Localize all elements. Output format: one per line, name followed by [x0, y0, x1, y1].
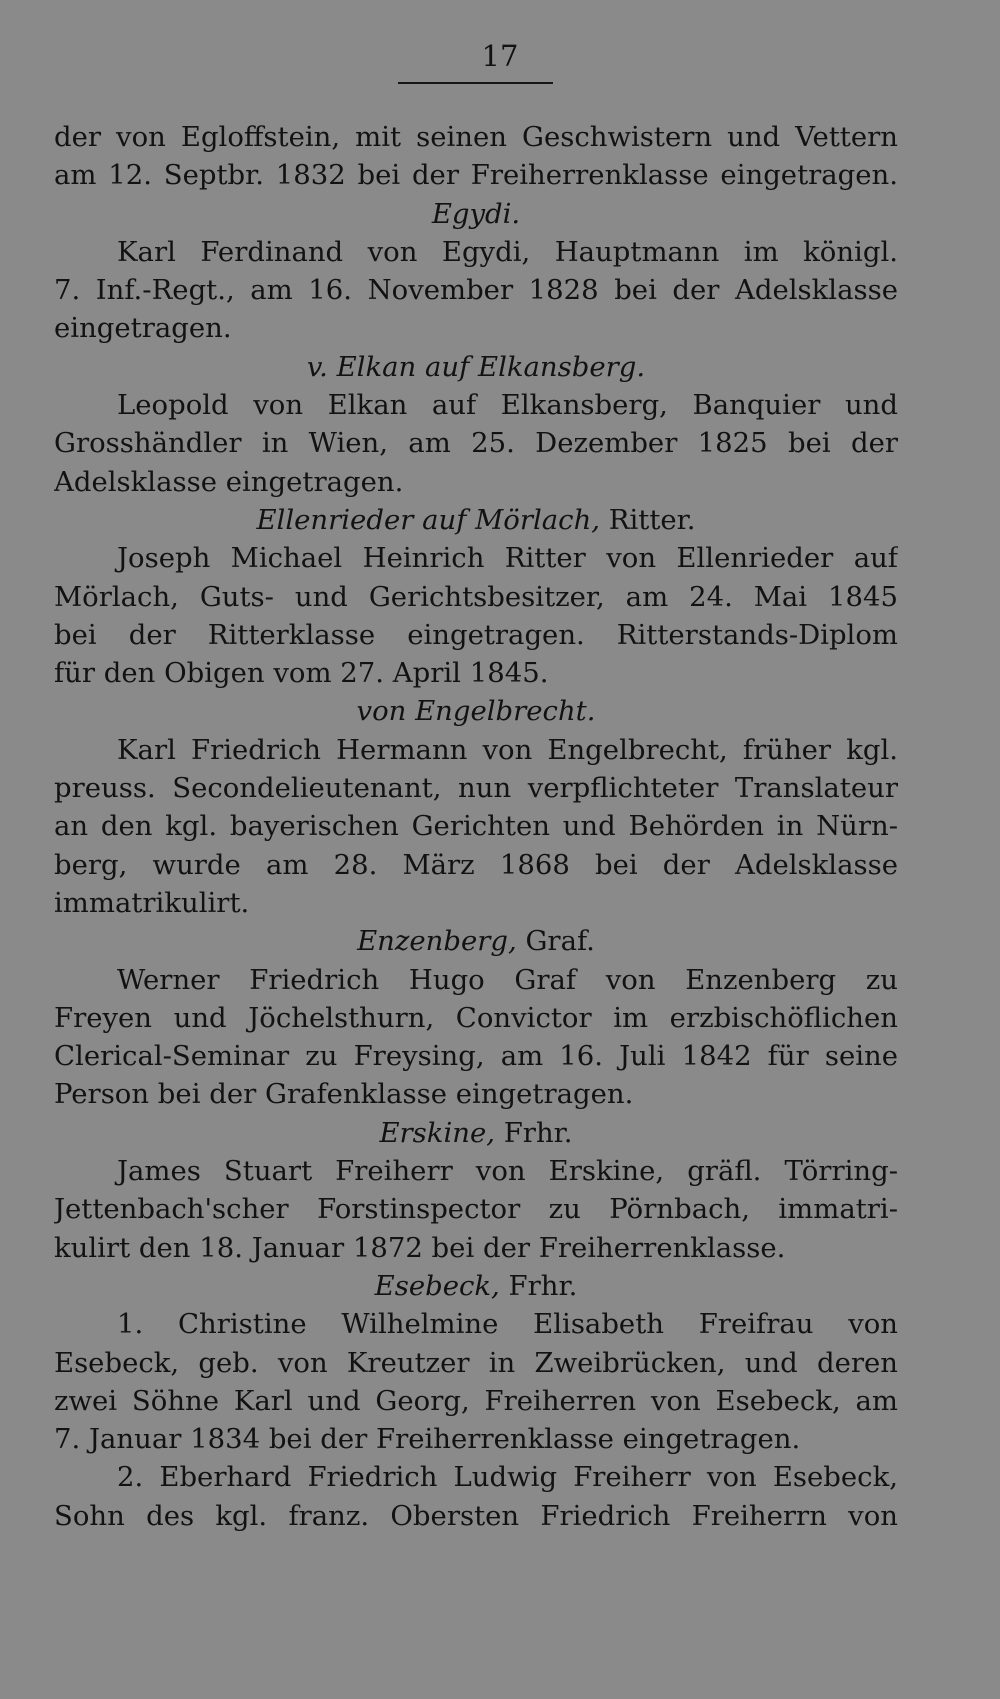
entry-heading-name: v. Elkan auf Elkansberg.: [306, 350, 646, 383]
text-line: Esebeck, geb. von Kreutzer in Zweibrücken, und deren: [54, 1346, 898, 1379]
entry-heading-name: Ellenrieder auf Mörlach,: [256, 503, 601, 536]
text-line: 2. Eberhard Friedrich Ludwig Freiherr von Esebeck,: [117, 1461, 898, 1494]
text-line: Person bei der Grafenklasse eingetragen.: [54, 1078, 634, 1111]
text-line: Grosshändler in Wien, am 25. Dezember 1825 bei der: [54, 427, 898, 460]
text-line: an den kgl. bayerischen Gerichten und Behörden in Nürn-: [54, 810, 898, 843]
entry-heading-title: Frhr.: [499, 1269, 578, 1302]
text-line: immatrikulirt.: [54, 886, 250, 919]
text-line: bei der Ritterklasse eingetragen. Ritterstands-Diplom: [54, 618, 898, 651]
header-rule: [398, 82, 553, 84]
text-line: preuss. Secondelieutenant, nun verpflichteter Translateur: [54, 772, 898, 805]
text-line: zwei Söhne Karl und Georg, Freiherren von Esebeck, am: [54, 1384, 898, 1417]
entry-heading-name: Enzenberg,: [357, 925, 517, 958]
text-line: 7. Inf.-Regt., am 16. November 1828 bei der Adelsklasse: [54, 274, 898, 307]
text-line: für den Obigen vom 27. April 1845.: [54, 657, 549, 690]
text-line: Jettenbach'scher Forstinspector zu Pörnbach, immatri-: [54, 1193, 898, 1226]
entry-heading-name: Erskine,: [379, 1116, 495, 1149]
entry-heading-title: Ritter.: [600, 503, 696, 536]
page-body: [54, 118, 898, 1535]
text-line: James Stuart Freiherr von Erskine, gräfl. Törring-: [117, 1155, 898, 1188]
entry-heading: [54, 692, 898, 730]
entry-heading: [54, 195, 898, 233]
text-line: Adelsklasse eingetragen.: [54, 465, 404, 498]
text-line: Karl Ferdinand von Egydi, Hauptmann im königl.: [117, 235, 898, 268]
text-line: am 12. Septbr. 1832 bei der Freiherrenklasse eingetragen.: [54, 159, 898, 192]
entry-heading-title: Frhr.: [494, 1116, 573, 1149]
entry-heading: [54, 1114, 898, 1152]
entry-heading: [54, 922, 898, 960]
entry-heading-name: von Engelbrecht.: [356, 695, 596, 728]
text-line: Freyen und Jöchelsthurn, Convictor im erzbischöflichen: [54, 1001, 898, 1034]
text-line: berg, wurde am 28. März 1868 bei der Adelsklasse: [54, 848, 898, 881]
entry-heading: [54, 1267, 898, 1305]
text-line: eingetragen.: [54, 312, 232, 345]
text-line: Karl Friedrich Hermann von Engelbrecht, früher kgl.: [117, 733, 898, 766]
text-line: Clerical-Seminar zu Freysing, am 16. Juli 1842 für seine: [54, 1040, 898, 1073]
page-number: 17: [481, 39, 519, 73]
entry-heading: [54, 348, 898, 386]
entry-heading: [54, 501, 898, 539]
text-line: kulirt den 18. Januar 1872 bei der Freiherrenklasse.: [54, 1231, 786, 1264]
text-line: der von Egloffstein, mit seinen Geschwistern und Vettern: [54, 121, 898, 153]
text-line: 1. Christine Wilhelmine Elisabeth Freifrau von: [117, 1308, 898, 1341]
entry-heading-name: Esebeck,: [374, 1269, 500, 1302]
text-line: 7. Januar 1834 bei der Freiherrenklasse eingetragen.: [54, 1423, 801, 1456]
text-line: Werner Friedrich Hugo Graf von Enzenberg zu: [117, 963, 898, 996]
text-line: Leopold von Elkan auf Elkansberg, Banquier und: [117, 389, 898, 422]
entry-heading-name: Egydi.: [431, 197, 521, 230]
text-line: Sohn des kgl. franz. Obersten Friedrich Freiherrn von: [54, 1499, 898, 1532]
text-line: Mörlach, Guts- und Gerichtsbesitzer, am 24. Mai 1845: [54, 580, 898, 613]
entry-heading-title: Graf.: [516, 925, 595, 958]
text-line: Joseph Michael Heinrich Ritter von Ellenrieder auf: [117, 542, 898, 575]
